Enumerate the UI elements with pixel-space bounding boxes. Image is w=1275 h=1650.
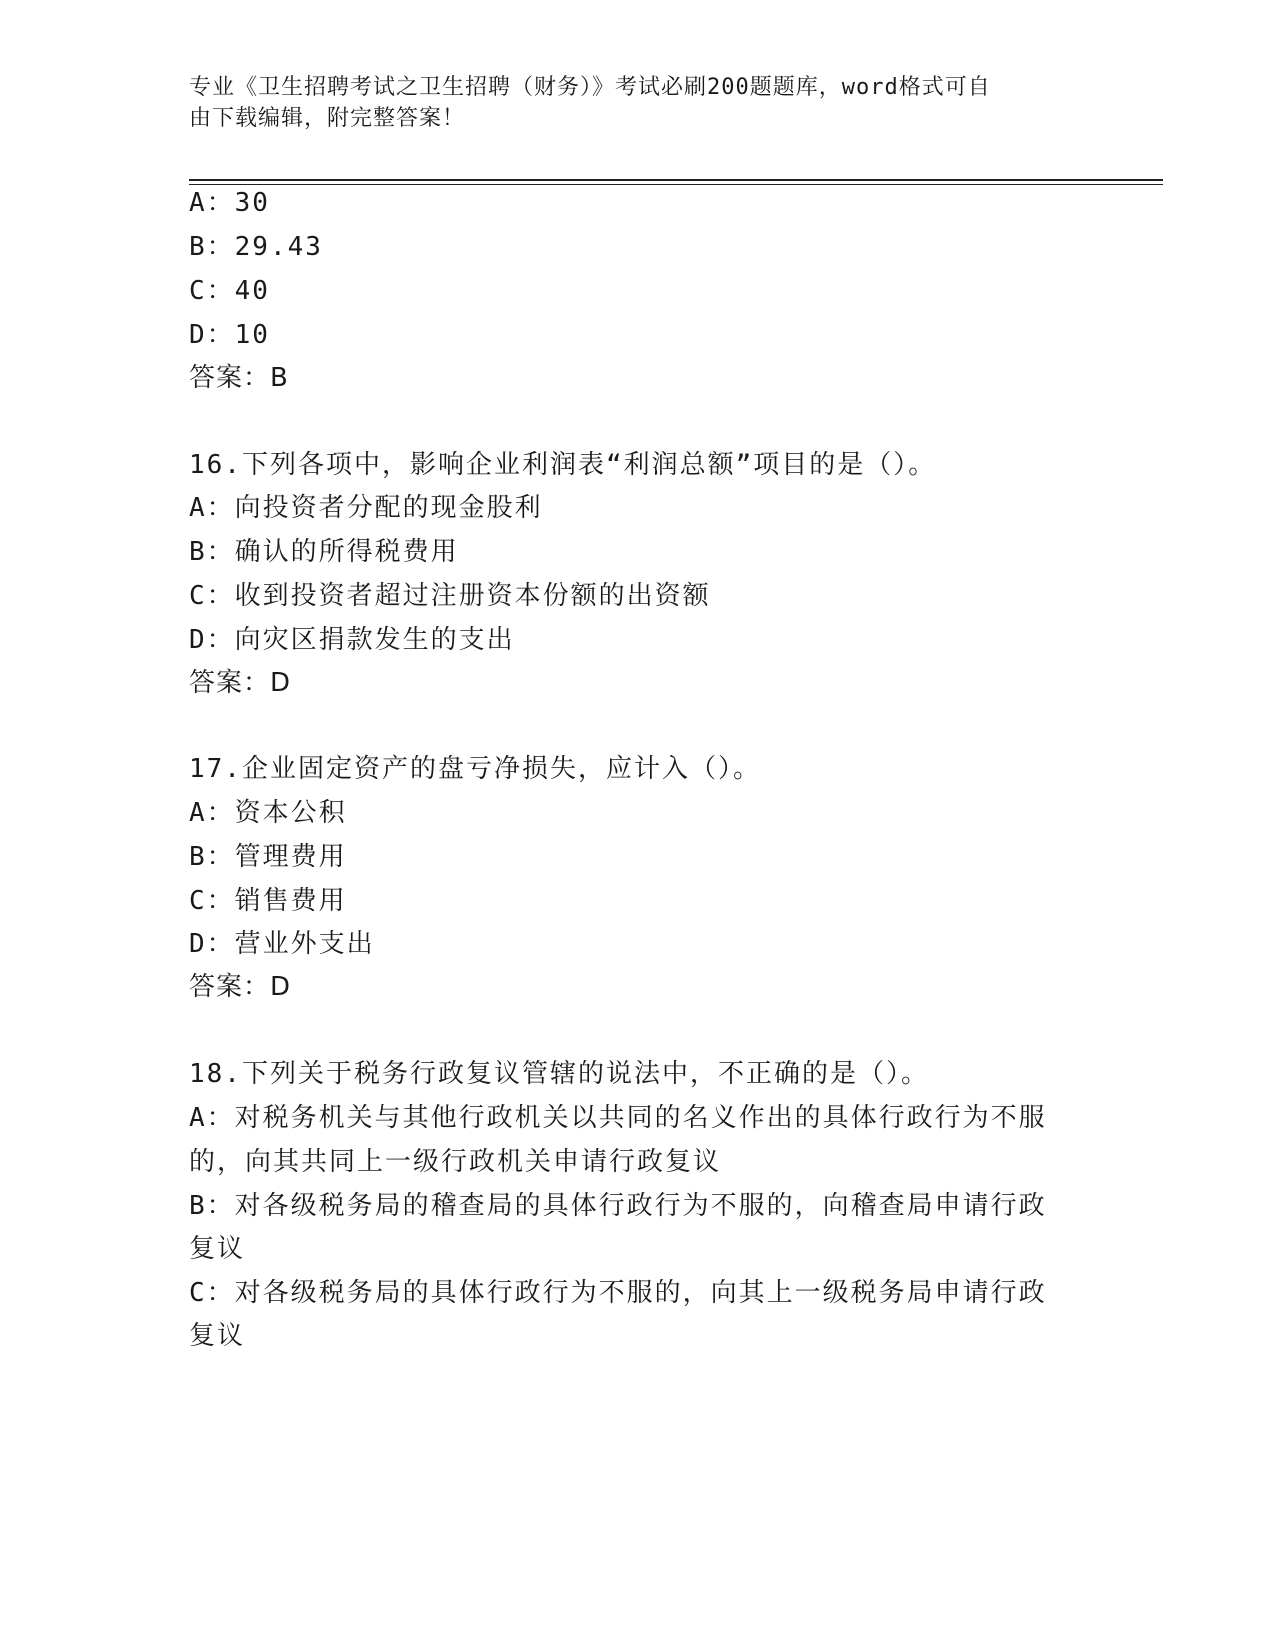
prev-option-b: B：29.43 bbox=[189, 232, 323, 262]
q18-option-a-line-1: A：对税务机关与其他行政机关以共同的名义作出的具体行政行为不服 bbox=[189, 1103, 1047, 1133]
document-header bbox=[189, 72, 1089, 134]
q16-option-a: A：向投资者分配的现金股利 bbox=[189, 493, 543, 523]
prev-option-a: A：30 bbox=[189, 188, 270, 218]
q18-option-b-line-2: 复议 bbox=[189, 1234, 246, 1264]
header-divider-thin bbox=[189, 184, 1163, 185]
q16-option-b: B：确认的所得税费用 bbox=[189, 537, 459, 567]
q16-option-d: D：向灾区捐款发生的支出 bbox=[189, 625, 515, 655]
q17-stem: 17.企业固定资产的盘亏净损失，应计入（）。 bbox=[189, 754, 761, 784]
q17-option-c: C：销售费用 bbox=[189, 886, 347, 916]
q17-option-d: D：营业外支出 bbox=[189, 929, 375, 959]
prev-option-c: C：40 bbox=[189, 276, 270, 306]
q17-option-b: B：管理费用 bbox=[189, 842, 347, 872]
prev-answer: 答案：B bbox=[189, 363, 289, 393]
q18-stem: 18.下列关于税务行政复议管辖的说法中，不正确的是（）。 bbox=[189, 1059, 929, 1089]
q17-option-a: A：资本公积 bbox=[189, 798, 347, 828]
q16-option-c: C：收到投资者超过注册资本份额的出资额 bbox=[189, 581, 711, 611]
header-line-1: 专业《卫生招聘考试之卫生招聘（财务）》考试必刷200题题库，word格式可自 bbox=[189, 75, 991, 100]
q16-answer: 答案：D bbox=[189, 668, 292, 698]
q17-answer: 答案：D bbox=[189, 972, 292, 1002]
header-divider-thick bbox=[189, 179, 1163, 181]
q16-stem: 16.下列各项中，影响企业利润表“利润总额”项目的是（）。 bbox=[189, 450, 937, 480]
q18-option-a-line-2: 的，向其共同上一级行政机关申请行政复议 bbox=[189, 1147, 722, 1177]
prev-option-d: D：10 bbox=[189, 320, 270, 350]
q18-option-b-line-1: B：对各级税务局的稽查局的具体行政行为不服的，向稽查局申请行政 bbox=[189, 1191, 1047, 1221]
q18-option-c-line-2: 复议 bbox=[189, 1321, 246, 1351]
header-line-2: 由下载编辑，附完整答案！ bbox=[189, 106, 466, 131]
q18-option-c-line-1: C：对各级税务局的具体行政行为不服的，向其上一级税务局申请行政 bbox=[189, 1278, 1047, 1308]
